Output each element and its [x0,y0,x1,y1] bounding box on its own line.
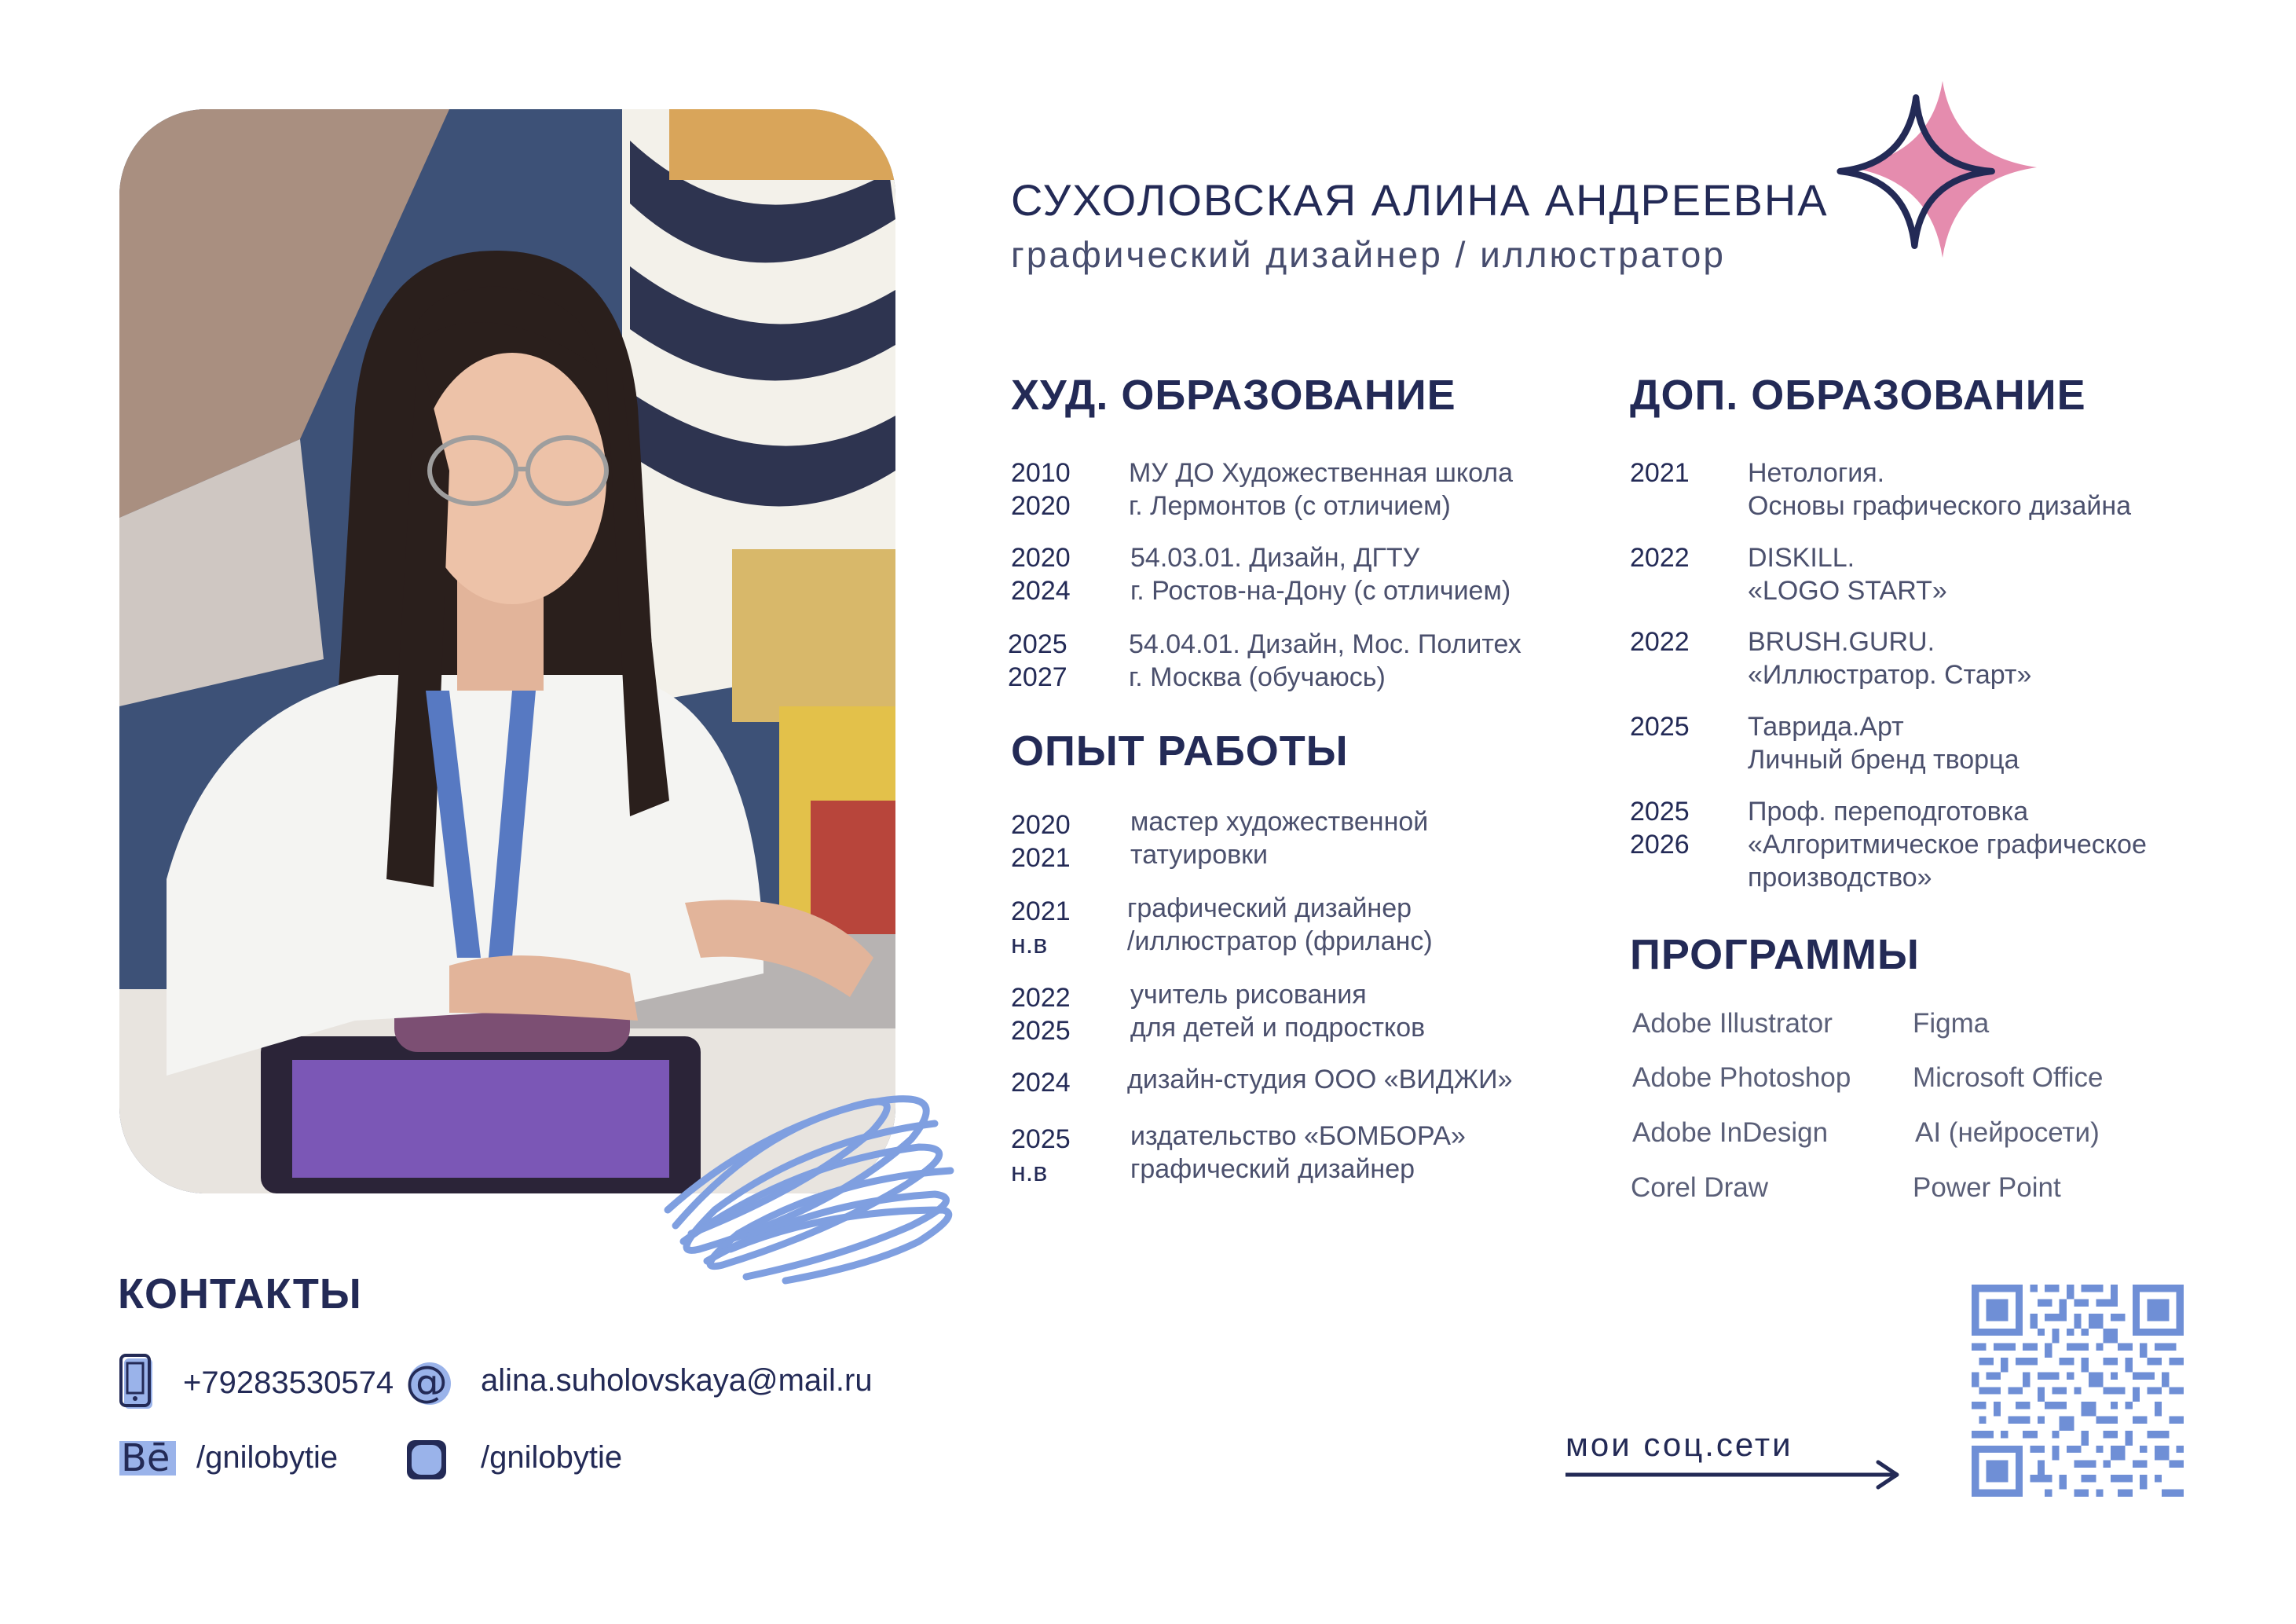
additional-education-title: ДОП. ОБРАЗОВАНИЕ [1630,372,2086,419]
email-address[interactable]: alina.suholovskaya@mail.ru [481,1363,873,1398]
behance-handle[interactable]: /gnilobytie [196,1440,339,1475]
program-item: Adobe InDesign [1632,1117,1829,1148]
contacts-title: КОНТАКТЫ [118,1270,362,1318]
star-icon [1830,55,2042,267]
arrow-right-icon [1565,1457,1903,1492]
social-handle[interactable]: /gnilobytie [481,1440,623,1475]
svg-text:Bē: Bē [121,1436,170,1479]
social-app-icon [405,1438,449,1482]
program-item: AI (нейросети) [1915,1117,2100,1148]
portrait-photo [119,109,895,1193]
program-item: Power Point [1913,1172,2061,1203]
phone-icon [119,1354,154,1410]
program-item: Adobe Illustrator [1632,1008,1833,1039]
program-item: Figma [1913,1008,1990,1039]
program-item: Adobe Photoshop [1632,1062,1851,1093]
phone-number[interactable]: +79283530574 [183,1366,394,1400]
svg-text:@: @ [405,1357,448,1406]
education-title: ХУД. ОБРАЗОВАНИЕ [1011,372,1456,419]
behance-icon [118,1435,179,1479]
experience-title: ОПЫТ РАБОТЫ [1011,728,1349,775]
programs-title: ПРОГРАММЫ [1630,931,1920,978]
job-title: графический дизайнер / иллюстратор [1011,234,1726,275]
program-item: Corel Draw [1631,1172,1769,1203]
social-networks-label: мои соц.сети [1565,1426,1793,1463]
at-sign-icon [402,1357,454,1407]
program-item: Microsoft Office [1913,1062,2104,1093]
full-name: СУХОЛОВСКАЯ АЛИНА АНДРЕЕВНА [1011,175,1829,225]
scribble-decoration [652,1053,974,1289]
qr-code[interactable] [1972,1285,2184,1497]
